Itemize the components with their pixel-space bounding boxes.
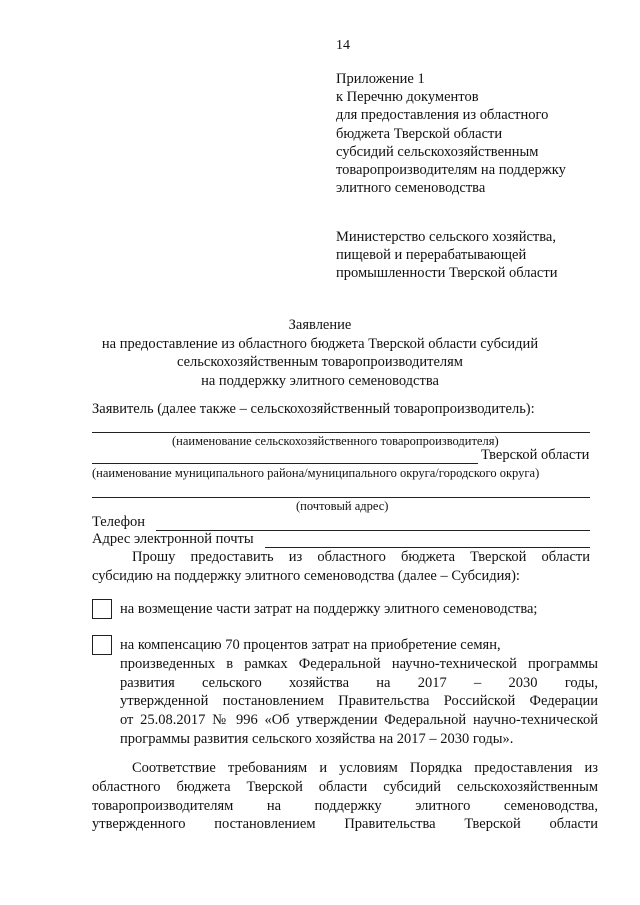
option-line: произведенных в рамках Федеральной научно-технической программы xyxy=(120,655,598,672)
option-2-checkbox[interactable] xyxy=(92,635,112,655)
compliance-line: Соответствие требованиям и условиям Порядка предоставления из xyxy=(132,760,598,776)
option-line: от 25.08.2017 № 996 «Об утверждении Федеральной научно-технической xyxy=(120,712,598,729)
title-line: на предоставление из областного бюджета Тверской области субсидий xyxy=(101,335,539,352)
phone-label: Телефон xyxy=(92,514,145,530)
appendix-line: бюджета Тверской области xyxy=(336,125,503,142)
request-line: субсидию на поддержку элитного семеноводства (далее – Субсидия): xyxy=(92,567,520,584)
compliance-line: утвержденного постановлением Правительства Тверской области xyxy=(92,816,598,833)
title-line: сельскохозяйственным товаропроизводителям xyxy=(177,354,463,370)
request-line: Прошу предоставить из областного бюджета Тверской области xyxy=(132,549,590,565)
option-line: утвержденной постановлением Правительства Российской Федерации xyxy=(120,693,598,710)
title-heading: Заявление xyxy=(288,317,352,333)
appendix-block xyxy=(336,70,566,197)
option-1-text xyxy=(120,600,590,619)
option-line: на компенсацию 70 процентов затрат на приобретение семян, xyxy=(120,637,501,653)
appendix-line: Приложение 1 xyxy=(336,71,425,87)
option-2-text xyxy=(120,636,598,749)
option-line: развития сельского хозяйства на 2017 – 2030 годы, xyxy=(120,674,598,691)
option-line: на возмещение части затрат на поддержку элитного семеноводства; xyxy=(120,601,538,617)
postal-address-line[interactable] xyxy=(92,497,590,498)
region-line[interactable] xyxy=(92,463,478,464)
page-number: 14 xyxy=(336,38,350,53)
addressee-line: пищевой и перерабатывающей xyxy=(336,247,527,264)
appendix-line: товаропроизводителям на поддержку xyxy=(336,162,566,179)
appendix-line: для предоставления из областного xyxy=(336,107,549,124)
appendix-line: субсидий сельскохозяйственным xyxy=(336,143,539,160)
request-paragraph xyxy=(92,548,590,586)
compliance-paragraph xyxy=(92,759,598,834)
appendix-line: элитного семеноводства xyxy=(336,180,486,197)
addressee-block xyxy=(336,228,557,283)
applicant-label: Заявитель (далее также – сельскохозяйственный товаропроизводитель): xyxy=(92,401,535,417)
option-line: программы развития сельского хозяйства на 2017 – 2030 годы». xyxy=(120,730,514,747)
title-line: на поддержку элитного семеноводства xyxy=(201,372,439,389)
compliance-line: областного бюджета Тверской области субсидий сельскохозяйственным xyxy=(92,778,598,795)
compliance-line: товаропроизводителям на поддержку элитного семеноводства, xyxy=(92,797,598,814)
addressee-line: промышленности Тверской области xyxy=(336,265,558,282)
option-1-checkbox[interactable] xyxy=(92,599,112,619)
email-label: Адрес электронной почты xyxy=(92,531,254,547)
document-title xyxy=(0,316,640,390)
applicant-name-line[interactable] xyxy=(92,432,590,433)
region-caption: (наименование муниципального района/муниципального округа/городского округа) xyxy=(92,466,540,480)
addressee-line: Министерство сельского хозяйства, xyxy=(336,229,556,245)
applicant-name-caption: (наименование сельскохозяйственного товаропроизводителя) xyxy=(172,434,499,448)
postal-address-caption: (почтовый адрес) xyxy=(296,499,389,513)
appendix-line: к Перечню документов xyxy=(336,89,479,106)
region-suffix: Тверской области xyxy=(481,447,590,463)
